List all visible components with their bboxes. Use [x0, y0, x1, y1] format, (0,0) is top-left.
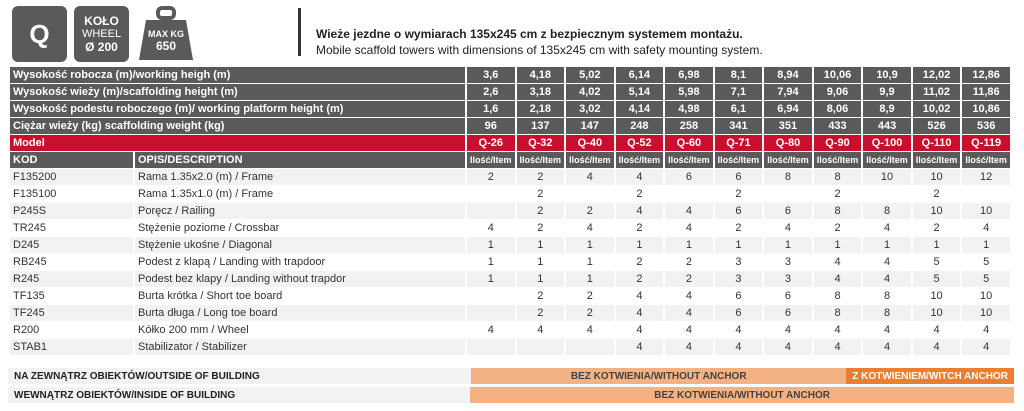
item-quantity: 2 — [616, 186, 664, 202]
outside-without-anchor: BEZ KOTWIENIA/WITHOUT ANCHOR — [471, 368, 846, 384]
wheel-badge-line1: KOŁO — [84, 13, 119, 28]
table-row — [10, 339, 1010, 355]
specification-table — [8, 66, 1012, 356]
item-quantity: 1 — [616, 237, 664, 253]
spec-value: 4,14 — [616, 101, 664, 117]
table-row — [10, 305, 1010, 321]
item-quantity: 4 — [665, 305, 713, 321]
table-row — [10, 169, 1010, 185]
item-quantity: 1 — [566, 237, 614, 253]
item-quantity: 1 — [566, 271, 614, 287]
item-quantity: 4 — [665, 288, 713, 304]
spec-value: 137 — [517, 118, 565, 134]
spec-value: 11,86 — [962, 84, 1010, 100]
spec-value: 5,02 — [566, 67, 614, 83]
weight-badge-text — [136, 28, 196, 52]
spec-value: 8,9 — [863, 101, 911, 117]
item-quantity: 8 — [814, 288, 862, 304]
item-description: Burta długa / Long toe board — [135, 305, 465, 321]
qty-header: Ilość/Item — [566, 152, 614, 168]
spec-value: 4,18 — [517, 67, 565, 83]
spec-value: 5,14 — [616, 84, 664, 100]
spec-value: 8,06 — [814, 101, 862, 117]
item-quantity: 8 — [863, 203, 911, 219]
spec-value: 258 — [665, 118, 713, 134]
item-quantity: 2 — [616, 271, 664, 287]
inside-building-row — [8, 387, 1014, 403]
qty-header: Ilość/Item — [467, 152, 515, 168]
qty-header: Ilość/Item — [764, 152, 812, 168]
spec-value: 4,02 — [566, 84, 614, 100]
table-row — [10, 271, 1010, 287]
item-quantity: 4 — [814, 339, 862, 355]
item-quantity — [863, 186, 911, 202]
item-quantity: 1 — [913, 237, 961, 253]
spec-value: 6,1 — [715, 101, 763, 117]
spec-value: 2,6 — [467, 84, 515, 100]
item-code: R200 — [10, 322, 133, 338]
item-quantity — [517, 339, 565, 355]
spec-row — [10, 84, 1010, 100]
spec-value: 7,1 — [715, 84, 763, 100]
item-quantity: 4 — [517, 322, 565, 338]
item-quantity: 4 — [863, 271, 911, 287]
item-quantity: 4 — [616, 203, 664, 219]
model-code: Q-60 — [665, 135, 713, 151]
item-quantity: 2 — [517, 288, 565, 304]
model-code: Q-80 — [764, 135, 812, 151]
item-quantity: 2 — [517, 220, 565, 236]
item-quantity: 3 — [764, 254, 812, 270]
item-quantity: 2 — [566, 288, 614, 304]
item-quantity — [467, 186, 515, 202]
table-row — [10, 322, 1010, 338]
spec-row — [10, 67, 1010, 83]
item-quantity — [962, 186, 1010, 202]
item-quantity: 4 — [566, 220, 614, 236]
spec-value: 443 — [863, 118, 911, 134]
item-quantity: 4 — [863, 322, 911, 338]
item-quantity: 2 — [517, 186, 565, 202]
spec-value: 4,98 — [665, 101, 713, 117]
item-quantity — [566, 339, 614, 355]
item-quantity: 4 — [566, 322, 614, 338]
item-quantity: 3 — [715, 271, 763, 287]
item-description: Rama 1.35x1.0 (m) / Frame — [135, 186, 465, 202]
item-quantity: 6 — [715, 305, 763, 321]
qty-header: Ilość/Item — [814, 152, 862, 168]
table-row — [10, 237, 1010, 253]
item-description: Stężenie poziome / Crossbar — [135, 220, 465, 236]
item-quantity: 1 — [962, 237, 1010, 253]
item-description: Kółko 200 mm / Wheel — [135, 322, 465, 338]
spec-value: 341 — [715, 118, 763, 134]
item-quantity — [467, 203, 515, 219]
item-code: TF245 — [10, 305, 133, 321]
header-divider — [298, 8, 301, 56]
spec-value: 6,94 — [764, 101, 812, 117]
item-quantity: 1 — [517, 237, 565, 253]
spec-value: 8,1 — [715, 67, 763, 83]
item-quantity: 4 — [665, 322, 713, 338]
item-quantity: 6 — [715, 169, 763, 185]
item-quantity: 4 — [665, 339, 713, 355]
spec-value: 2,18 — [517, 101, 565, 117]
item-quantity: 4 — [616, 305, 664, 321]
item-quantity: 4 — [566, 169, 614, 185]
item-quantity: 10 — [962, 203, 1010, 219]
spec-value: 6,14 — [616, 67, 664, 83]
item-quantity: 2 — [467, 169, 515, 185]
item-code: R245 — [10, 271, 133, 287]
spec-value: 9,06 — [814, 84, 862, 100]
item-quantity: 8 — [863, 288, 911, 304]
spec-value: 8,94 — [764, 67, 812, 83]
item-code: RB245 — [10, 254, 133, 270]
item-code: F135200 — [10, 169, 133, 185]
item-quantity: 4 — [616, 169, 664, 185]
spec-value: 433 — [814, 118, 862, 134]
item-description: Burta krótka / Short toe board — [135, 288, 465, 304]
item-quantity: 1 — [665, 237, 713, 253]
spec-value: 248 — [616, 118, 664, 134]
item-quantity: 4 — [467, 322, 515, 338]
item-description: Podest bez klapy / Landing without trapdor — [135, 271, 465, 287]
item-quantity: 10 — [913, 288, 961, 304]
wheel-badge — [74, 6, 129, 62]
qty-header: Ilość/Item — [616, 152, 664, 168]
spec-label: Ciężar wieży (kg) scaffolding weight (kg) — [10, 118, 465, 134]
item-quantity: 2 — [517, 305, 565, 321]
item-quantity: 1 — [467, 237, 515, 253]
item-quantity — [566, 186, 614, 202]
item-quantity: 2 — [913, 186, 961, 202]
item-quantity: 10 — [962, 288, 1010, 304]
item-quantity: 5 — [962, 254, 1010, 270]
item-quantity: 4 — [665, 220, 713, 236]
spec-label: Wysokość podestu roboczego (m)/ working platform height (m) — [10, 101, 465, 117]
item-quantity: 4 — [814, 254, 862, 270]
item-quantity: 10 — [863, 169, 911, 185]
item-quantity: 1 — [764, 237, 812, 253]
item-quantity: 2 — [566, 305, 614, 321]
item-quantity: 10 — [913, 203, 961, 219]
model-code: Q-52 — [616, 135, 664, 151]
item-quantity: 4 — [913, 339, 961, 355]
item-quantity: 6 — [715, 288, 763, 304]
item-quantity: 1 — [715, 237, 763, 253]
item-quantity: 1 — [566, 254, 614, 270]
model-code: Q-40 — [566, 135, 614, 151]
item-quantity: 2 — [616, 254, 664, 270]
model-code: Q-26 — [467, 135, 515, 151]
item-description: Poręcz / Railing — [135, 203, 465, 219]
item-quantity: 4 — [616, 339, 664, 355]
item-quantity: 2 — [814, 220, 862, 236]
item-quantity: 5 — [962, 271, 1010, 287]
spec-value: 6,98 — [665, 67, 713, 83]
item-quantity: 3 — [715, 254, 763, 270]
item-quantity: 2 — [715, 220, 763, 236]
product-description — [316, 26, 763, 58]
model-code: Q-110 — [913, 135, 961, 151]
item-quantity: 6 — [715, 203, 763, 219]
item-quantity: 5 — [913, 271, 961, 287]
model-series-badge: Q — [12, 6, 67, 62]
table-row — [10, 254, 1010, 270]
item-code: F135100 — [10, 186, 133, 202]
item-quantity — [665, 186, 713, 202]
spec-value: 351 — [764, 118, 812, 134]
item-quantity: 6 — [764, 305, 812, 321]
qty-header: Ilość/Item — [962, 152, 1010, 168]
product-header — [0, 0, 1024, 65]
item-quantity: 4 — [962, 220, 1010, 236]
item-quantity: 1 — [467, 254, 515, 270]
item-quantity: 6 — [764, 203, 812, 219]
item-quantity: 4 — [665, 203, 713, 219]
model-code: Q-100 — [863, 135, 911, 151]
item-quantity: 4 — [616, 288, 664, 304]
item-quantity: 2 — [913, 220, 961, 236]
inside-without-anchor: BEZ KOTWIENIA/WITHOUT ANCHOR — [470, 387, 1014, 403]
spec-value: 9,9 — [863, 84, 911, 100]
model-code: Q-71 — [715, 135, 763, 151]
spec-value: 12,86 — [962, 67, 1010, 83]
spec-label: Wysokość robocza (m)/working heigh (m) — [10, 67, 465, 83]
spec-value: 7,94 — [764, 84, 812, 100]
spec-value: 526 — [913, 118, 961, 134]
item-quantity: 4 — [616, 322, 664, 338]
spec-value: 1,6 — [467, 101, 515, 117]
item-quantity: 4 — [764, 339, 812, 355]
model-label: Model — [10, 135, 465, 151]
description-pl: Wieże jezdne o wymiarach 135x245 cm z bezpiecznym systemem montażu. — [316, 27, 743, 41]
spec-label: Wysokość wieży (m)/scaffolding height (m) — [10, 84, 465, 100]
weight-icon — [136, 6, 196, 62]
item-quantity: 4 — [814, 322, 862, 338]
item-quantity: 1 — [517, 271, 565, 287]
spec-value: 12,02 — [913, 67, 961, 83]
spec-row — [10, 118, 1010, 134]
item-quantity: 4 — [814, 271, 862, 287]
wheel-badge-line2: WHEEL — [81, 27, 122, 40]
spec-value: 5,98 — [665, 84, 713, 100]
item-quantity: 4 — [715, 339, 763, 355]
item-code: P245S — [10, 203, 133, 219]
item-quantity: 6 — [665, 169, 713, 185]
weight-badge-line1: MAX KG — [148, 29, 184, 39]
outside-building-label: NA ZEWNĄTRZ OBIEKTÓW/OUTSIDE OF BUILDING — [8, 368, 471, 384]
kod-header: KOD — [10, 152, 133, 168]
item-quantity: 4 — [764, 322, 812, 338]
item-quantity: 4 — [467, 220, 515, 236]
spec-value: 10,9 — [863, 67, 911, 83]
model-code: Q-119 — [962, 135, 1010, 151]
item-quantity: 4 — [715, 322, 763, 338]
item-quantity: 12 — [962, 169, 1010, 185]
item-quantity — [764, 186, 812, 202]
item-quantity: 2 — [566, 203, 614, 219]
table-row — [10, 288, 1010, 304]
model-row — [10, 135, 1010, 151]
outside-with-anchor: Z KOTWIENIEM/WITCH ANCHOR — [846, 368, 1014, 384]
item-quantity: 5 — [913, 254, 961, 270]
item-quantity: 2 — [616, 220, 664, 236]
qty-header: Ilość/Item — [913, 152, 961, 168]
item-description: Stabilizator / Stabilizer — [135, 339, 465, 355]
item-quantity: 4 — [863, 254, 911, 270]
spec-value: 10,02 — [913, 101, 961, 117]
outside-building-row — [8, 368, 1014, 384]
item-description: Rama 1.35x2.0 (m) / Frame — [135, 169, 465, 185]
item-quantity: 8 — [814, 305, 862, 321]
item-quantity: 4 — [962, 322, 1010, 338]
item-quantity: 8 — [814, 203, 862, 219]
item-code: D245 — [10, 237, 133, 253]
wheel-badge-line3: Ø 200 — [85, 39, 118, 54]
item-quantity: 8 — [814, 169, 862, 185]
spec-value: 3,6 — [467, 67, 515, 83]
item-quantity: 2 — [517, 169, 565, 185]
item-description: Podest z klapą / Landing with trapdoor — [135, 254, 465, 270]
model-code: Q-90 — [814, 135, 862, 151]
item-quantity: 1 — [863, 237, 911, 253]
column-header-row — [10, 152, 1010, 168]
item-code: TR245 — [10, 220, 133, 236]
spec-value: 10,06 — [814, 67, 862, 83]
item-quantity: 10 — [913, 305, 961, 321]
item-quantity: 1 — [517, 254, 565, 270]
item-quantity: 2 — [665, 254, 713, 270]
table-row — [10, 203, 1010, 219]
item-quantity — [467, 305, 515, 321]
item-quantity: 10 — [913, 169, 961, 185]
item-quantity: 4 — [764, 220, 812, 236]
spec-value: 3,18 — [517, 84, 565, 100]
item-quantity: 3 — [764, 271, 812, 287]
item-quantity: 1 — [467, 271, 515, 287]
table-row — [10, 220, 1010, 236]
item-code: STAB1 — [10, 339, 133, 355]
item-quantity: 2 — [814, 186, 862, 202]
spec-value: 96 — [467, 118, 515, 134]
item-quantity: 10 — [962, 305, 1010, 321]
opis-header: OPIS/DESCRIPTION — [135, 152, 465, 168]
inside-building-label: WEWNĄTRZ OBIEKTÓW/INSIDE OF BUILDING — [8, 387, 470, 403]
spec-value: 11,02 — [913, 84, 961, 100]
weight-badge-line2: 650 — [155, 39, 177, 53]
item-quantity — [467, 288, 515, 304]
model-code: Q-32 — [517, 135, 565, 151]
qty-header: Ilość/Item — [863, 152, 911, 168]
spec-value: 147 — [566, 118, 614, 134]
item-quantity: 4 — [863, 220, 911, 236]
qty-header: Ilość/Item — [517, 152, 565, 168]
spec-value: 536 — [962, 118, 1010, 134]
item-quantity: 4 — [962, 339, 1010, 355]
item-quantity: 8 — [764, 169, 812, 185]
item-quantity: 8 — [863, 305, 911, 321]
item-quantity: 6 — [764, 288, 812, 304]
item-quantity: 1 — [814, 237, 862, 253]
item-quantity — [467, 339, 515, 355]
description-en: Mobile scaffold towers with dimensions of 135x245 cm with safety mounting system. — [316, 43, 763, 57]
item-description: Stężenie ukośne / Diagonal — [135, 237, 465, 253]
item-quantity: 2 — [715, 186, 763, 202]
item-quantity: 2 — [665, 271, 713, 287]
qty-header: Ilość/Item — [715, 152, 763, 168]
item-quantity: 2 — [517, 203, 565, 219]
qty-header: Ilość/Item — [665, 152, 713, 168]
item-quantity: 4 — [913, 322, 961, 338]
spec-row — [10, 101, 1010, 117]
spec-value: 3,02 — [566, 101, 614, 117]
item-quantity: 4 — [863, 339, 911, 355]
spec-value: 10,86 — [962, 101, 1010, 117]
table-row — [10, 186, 1010, 202]
item-code: TF135 — [10, 288, 133, 304]
